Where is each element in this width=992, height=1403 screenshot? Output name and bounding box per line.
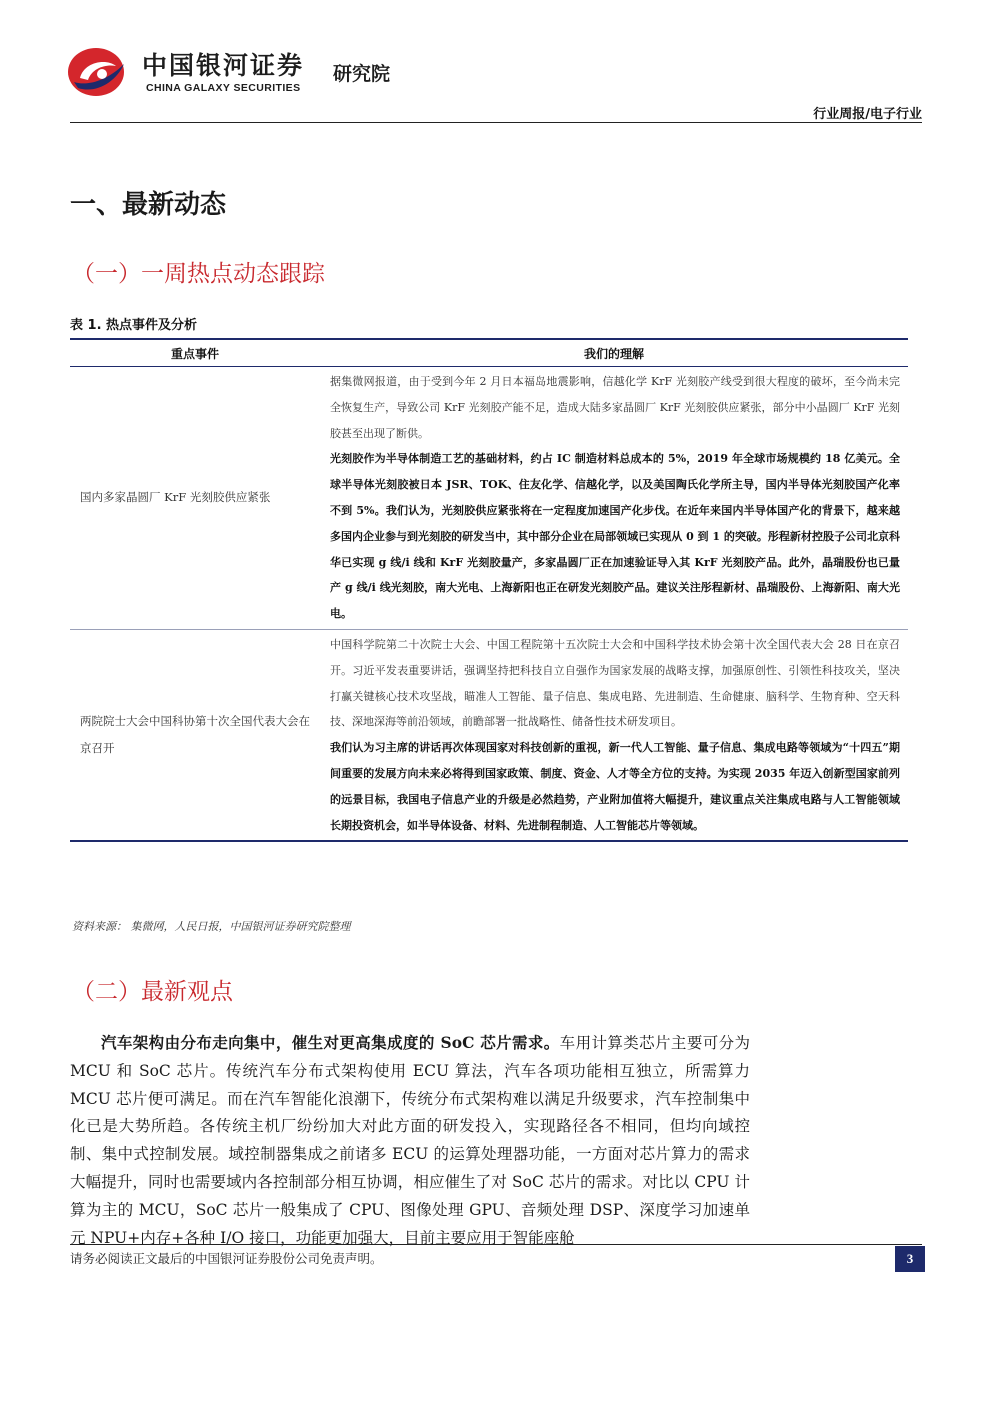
column-header-event: 重点事件 xyxy=(170,346,219,361)
table-row xyxy=(70,629,908,840)
header-divider xyxy=(70,122,922,123)
footer-disclaimer: 请务必阅读正文最后的中国银河证券股份公司免责声明。 xyxy=(70,1251,383,1266)
table-title: 表 1. 热点事件及分析 xyxy=(70,318,198,333)
report-type: 行业周报/电子行业 xyxy=(813,107,922,122)
analysis-bold-text: 光刻胶作为半导体制造工艺的基础材料，约占 IC 制造材料总成本的 5%，2019 年全球市场规模约 18 亿美元。全球半导体光刻胶被日本 JSR、TOK、住友化学、信越化学，以及美国陶氏化学所主导，国内半导体光刻胶国产化率不到 5%。我们认为，光刻胶供应紧张将在一定程度加速国产化步伐。在近年来国内半导体国产化的背景下，越来越多国内企业参与到光刻胶的研发当中，其中部分企业在局部领域已实现从 0 到 1 的突破。彤程新材控股子公司北京科华已实现 g 线/i 线和 KrF 光刻胶量产，多家晶圆厂正在加速验证导入其 KrF 光刻胶产品。此外，晶瑞股份也已量产 g 线/i 线光刻胶，南大光电、上海新阳也正在研发光刻胶产品。建议关注彤程新材、晶瑞股份、上海新阳、南大光电。 xyxy=(330,452,900,621)
hot-events-table xyxy=(70,338,908,842)
table-row xyxy=(70,367,908,629)
column-header-analysis: 我们的理解 xyxy=(583,346,644,361)
analysis-plain-text: 中国科学院第二十次院士大会、中国工程院第十五次院士大会和中国科学技术协会第十次全国代表大会 28 日在京召开。习近平发表重要讲话，强调坚持把科技自立自强作为国家发展的战略支撑，加强原创性、引领性科技攻关，坚决打赢关键核心技术攻坚战，瞄准人工智能、量子信息、集成电路、先进制造、生命健康、脑科学、生物育种、空天科技、深地深海等前沿领域，前瞻部署一批战略性、储备性技术研发项目。 xyxy=(330,637,900,729)
galaxy-logo-icon xyxy=(66,42,130,100)
table-header xyxy=(70,340,908,367)
subsection-heading-1: （一）一周热点动态跟踪 xyxy=(72,261,325,287)
analysis-cell xyxy=(320,367,908,629)
paragraph-lead: 汽车架构由分布走向集中，催生对更高集成度的 SoC 芯片需求。 xyxy=(101,1033,560,1052)
brand-name-cn: 中国银河证券 xyxy=(142,51,305,80)
brand-name-en: CHINA GALAXY SECURITIES xyxy=(146,82,301,94)
footer-divider xyxy=(70,1244,922,1245)
analysis-bold-text: 我们认为习主席的讲话再次体现国家对科技创新的重视，新一代人工智能、量子信息、集成电路等领域为“十四五”期间重要的发展方向未来必将得到国家政策、制度、资金、人才等全方位的支持。为实现 2035 年迈入创新型国家前列的远景目标，我国电子信息产业的升级是必然趋势，产业附加值将大幅提升，建议重点关注集成电路与人工智能领域长期投资机会，如半导体设备、材料、先进制程制造、人工智能芯片等领域。 xyxy=(330,741,900,832)
event-cell: 两院院士大会中国科协第十次全国代表大会在京召开 xyxy=(80,714,310,756)
institute-label: 研究院 xyxy=(333,63,391,85)
section-heading: 一、最新动态 xyxy=(70,190,227,220)
page-number: 3 xyxy=(895,1246,925,1272)
table-source-note: 资料来源： 集微网，人民日报，中国银河证券研究院整理 xyxy=(72,920,351,933)
body-paragraph xyxy=(70,1029,750,1252)
paragraph-text: 车用计算类芯片主要可分为 MCU 和 SoC 芯片。传统汽车分布式架构使用 ECU 算法，汽车各项功能相互独立，所需算力 MCU 芯片便可满足。而在汽车智能化浪潮下，传统分布式架构难以满足升级要求，汽车控制集中化已是大势所趋。各传统主机厂纷纷加大对此方面的研发投入，实现路径各不相同，但均向域控制、集中式控制发展。域控制器集成之前诸多 ECU 的运算处理器功能，一方面对芯片算力的需求大幅提升，同时也需要域内各控制部分相互协调，相应催生了对 SoC 芯片的需求。对比以 CPU 计算为主的 MCU，SoC 芯片一般集成了 CPU、图像处理 GPU、音频处理 DSP、深度学习加速单元 NPU+内存+各种 I/O 接口，功能更加强大，目前主要应用于智能座舱 xyxy=(70,1034,750,1247)
event-cell: 国内多家晶圆厂 KrF 光刻胶供应紧张 xyxy=(80,490,271,505)
analysis-cell xyxy=(320,630,908,840)
analysis-plain-text: 据集微网报道，由于受到今年 2 月日本福岛地震影响，信越化学 KrF 光刻胶产线受到很大程度的破坏，至今尚未完全恢复生产，导致公司 KrF 光刻胶产能不足，造成大陆多家晶圆厂 KrF 光刻胶供应紧张，部分中小晶圆厂 KrF 光刻胶甚至出现了断供。 xyxy=(330,375,900,440)
subsection-heading-2: （二）最新观点 xyxy=(72,979,233,1005)
